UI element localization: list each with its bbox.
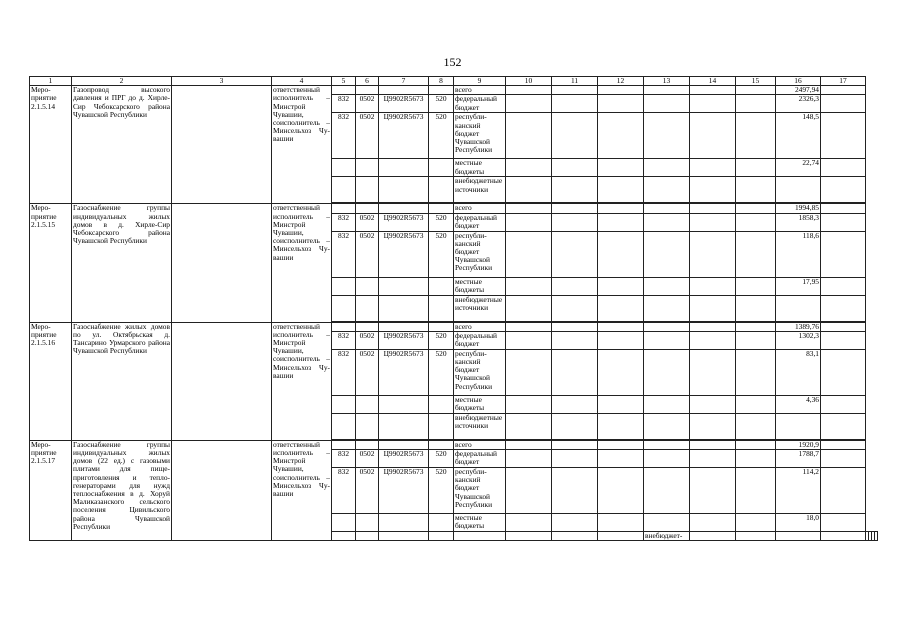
activity-name: Газопровод высокого давления и ПРГ до д. Хирле-Сир Чебоксарского района Чувашской Республики <box>72 86 172 204</box>
amount-republic: 114,2 <box>776 468 821 514</box>
funding-source: всего <box>454 204 506 213</box>
column-number: 14 <box>690 77 736 86</box>
column-number: 13 <box>644 77 690 86</box>
funding-source: местные бюджеты <box>454 277 506 295</box>
activity-name: Газоснабжение группы индивидуальных жилых домов в д. Хирле-Сир Чебоксарского района Чувашской Республики <box>72 204 172 322</box>
amount-local: 18,0 <box>776 514 821 532</box>
column-number: 17 <box>821 77 866 86</box>
table-row <box>30 204 878 213</box>
column-number: 6 <box>356 77 379 86</box>
column-number: 4 <box>272 77 332 86</box>
code-rzpr: 0502 <box>356 331 379 349</box>
code-vr: 520 <box>429 331 454 349</box>
column-number: 10 <box>506 77 552 86</box>
code-csr: Ц9902R5673 <box>379 468 429 514</box>
column-number: 11 <box>552 77 598 86</box>
code-rzpr: 0502 <box>356 468 379 514</box>
code-vr: 520 <box>429 231 454 277</box>
funding-source: внебюджетные источники <box>454 413 506 439</box>
column-number: 5 <box>332 77 356 86</box>
funding-source: федеральный бюджет <box>454 450 506 468</box>
empty-cell <box>172 322 272 440</box>
column-number: 16 <box>776 77 821 86</box>
column-number: 9 <box>454 77 506 86</box>
amount-local: 17,95 <box>776 277 821 295</box>
responsible-executor: ответственный исполнитель – Минстрой Чувашии, соисполнитель – Минсельхоз Чувашии <box>272 204 332 322</box>
activity-name: Газоснабжение группы индивидуальных жилых домов (22 ед.) с газовыми плитами для пищеприготовления и теплогенераторами для нужд теплоснабжения в д. Хоруй Маликазанского сельского поселения Цивильского района Чувашской Республики <box>72 440 172 540</box>
code-rzpr: 0502 <box>356 95 379 113</box>
code-vr: 520 <box>429 113 454 159</box>
funding-source: федеральный бюджет <box>454 213 506 231</box>
amount-federal: 1858,3 <box>776 213 821 231</box>
responsible-executor: ответственный исполнитель – Минстрой Чувашии, соисполнитель – Минсельхоз Чувашии <box>272 86 332 204</box>
code-rzpr: 0502 <box>356 450 379 468</box>
column-number: 2 <box>72 77 172 86</box>
table-row <box>30 440 878 449</box>
code-rzpr: 0502 <box>356 349 379 395</box>
column-number: 15 <box>736 77 776 86</box>
amount-republic: 118,6 <box>776 231 821 277</box>
funding-source: внебюджетные источники <box>454 295 506 321</box>
code-vr: 520 <box>429 95 454 113</box>
empty-cell <box>172 440 272 540</box>
code-csr: Ц9902R5673 <box>379 113 429 159</box>
funding-source: внебюджет- <box>644 532 690 541</box>
amount-local: 4,36 <box>776 395 821 413</box>
funding-source: всего <box>454 322 506 331</box>
table-row <box>30 86 878 95</box>
code-vr: 520 <box>429 349 454 395</box>
amount-local: 22,74 <box>776 159 821 177</box>
funding-source: республиканский бюджет Чувашской Республики <box>454 231 506 277</box>
activity-code: Мероприятие 2.1.5.17 <box>30 440 72 540</box>
code-rzpr: 0502 <box>356 113 379 159</box>
funding-source: всего <box>454 440 506 449</box>
funding-source: федеральный бюджет <box>454 95 506 113</box>
amount-total: 2497,94 <box>776 86 821 95</box>
amount-extra <box>776 413 821 439</box>
code-csr: Ц9902R5673 <box>379 231 429 277</box>
activity-name: Газоснабжение жилых домов по ул. Октябрьская д. Тансарино Урмарского района Чувашской Республики <box>72 322 172 440</box>
column-number-row <box>30 77 878 86</box>
funding-source: республиканский бюджет Чувашской Республики <box>454 468 506 514</box>
activity-code: Мероприятие 2.1.5.15 <box>30 204 72 322</box>
code-grbs: 832 <box>332 95 356 113</box>
column-number: 1 <box>30 77 72 86</box>
code-rzpr: 0502 <box>356 231 379 277</box>
code-grbs: 832 <box>332 331 356 349</box>
code-grbs: 832 <box>332 468 356 514</box>
code-csr: Ц9902R5673 <box>379 349 429 395</box>
amount-federal: 1788,7 <box>776 450 821 468</box>
code-grbs: 832 <box>332 231 356 277</box>
activity-code: Мероприятие 2.1.5.16 <box>30 322 72 440</box>
column-number: 3 <box>172 77 272 86</box>
funding-source: республиканский бюджет Чувашской Республики <box>454 349 506 395</box>
funding-source: местные бюджеты <box>454 159 506 177</box>
code-csr: Ц9902R5673 <box>379 331 429 349</box>
code-grbs: 832 <box>332 213 356 231</box>
amount-extra <box>776 295 821 321</box>
code-grbs: 832 <box>332 113 356 159</box>
funding-source: всего <box>454 86 506 95</box>
code-vr: 520 <box>429 468 454 514</box>
code-vr: 520 <box>429 450 454 468</box>
table-row <box>30 322 878 331</box>
column-number: 7 <box>379 77 429 86</box>
amount-total: 1389,76 <box>776 322 821 331</box>
code-vr: 520 <box>429 213 454 231</box>
amount-republic: 148,5 <box>776 113 821 159</box>
code-grbs: 832 <box>332 450 356 468</box>
activity-code: Мероприятие 2.1.5.14 <box>30 86 72 204</box>
code-rzpr: 0502 <box>356 213 379 231</box>
funding-source: местные бюджеты <box>454 395 506 413</box>
page-number: 152 <box>443 55 462 69</box>
funding-source: местные бюджеты <box>454 514 506 532</box>
funding-source: республиканский бюджет Чувашской Республики <box>454 113 506 159</box>
amount-extra <box>776 177 821 203</box>
budget-table <box>29 76 878 541</box>
amount-republic: 83,1 <box>776 349 821 395</box>
code-grbs: 832 <box>332 349 356 395</box>
empty-cell <box>172 86 272 204</box>
funding-source: внебюджетные источники <box>454 177 506 203</box>
funding-source: федеральный бюджет <box>454 331 506 349</box>
amount-total: 1920,9 <box>776 440 821 449</box>
column-number: 8 <box>429 77 454 86</box>
responsible-executor: ответственный исполнитель – Минстрой Чувашии, соисполнитель – Минсельхоз Чувашии <box>272 322 332 440</box>
code-csr: Ц9902R5673 <box>379 95 429 113</box>
empty-cell <box>172 204 272 322</box>
amount-federal: 1302,3 <box>776 331 821 349</box>
responsible-executor: ответственный исполнитель – Минстрой Чувашии, соисполнитель – Минсельхоз Чувашии <box>272 440 332 540</box>
code-csr: Ц9902R5673 <box>379 450 429 468</box>
column-number: 12 <box>598 77 644 86</box>
amount-total: 1994,85 <box>776 204 821 213</box>
code-csr: Ц9902R5673 <box>379 213 429 231</box>
amount-federal: 2326,3 <box>776 95 821 113</box>
